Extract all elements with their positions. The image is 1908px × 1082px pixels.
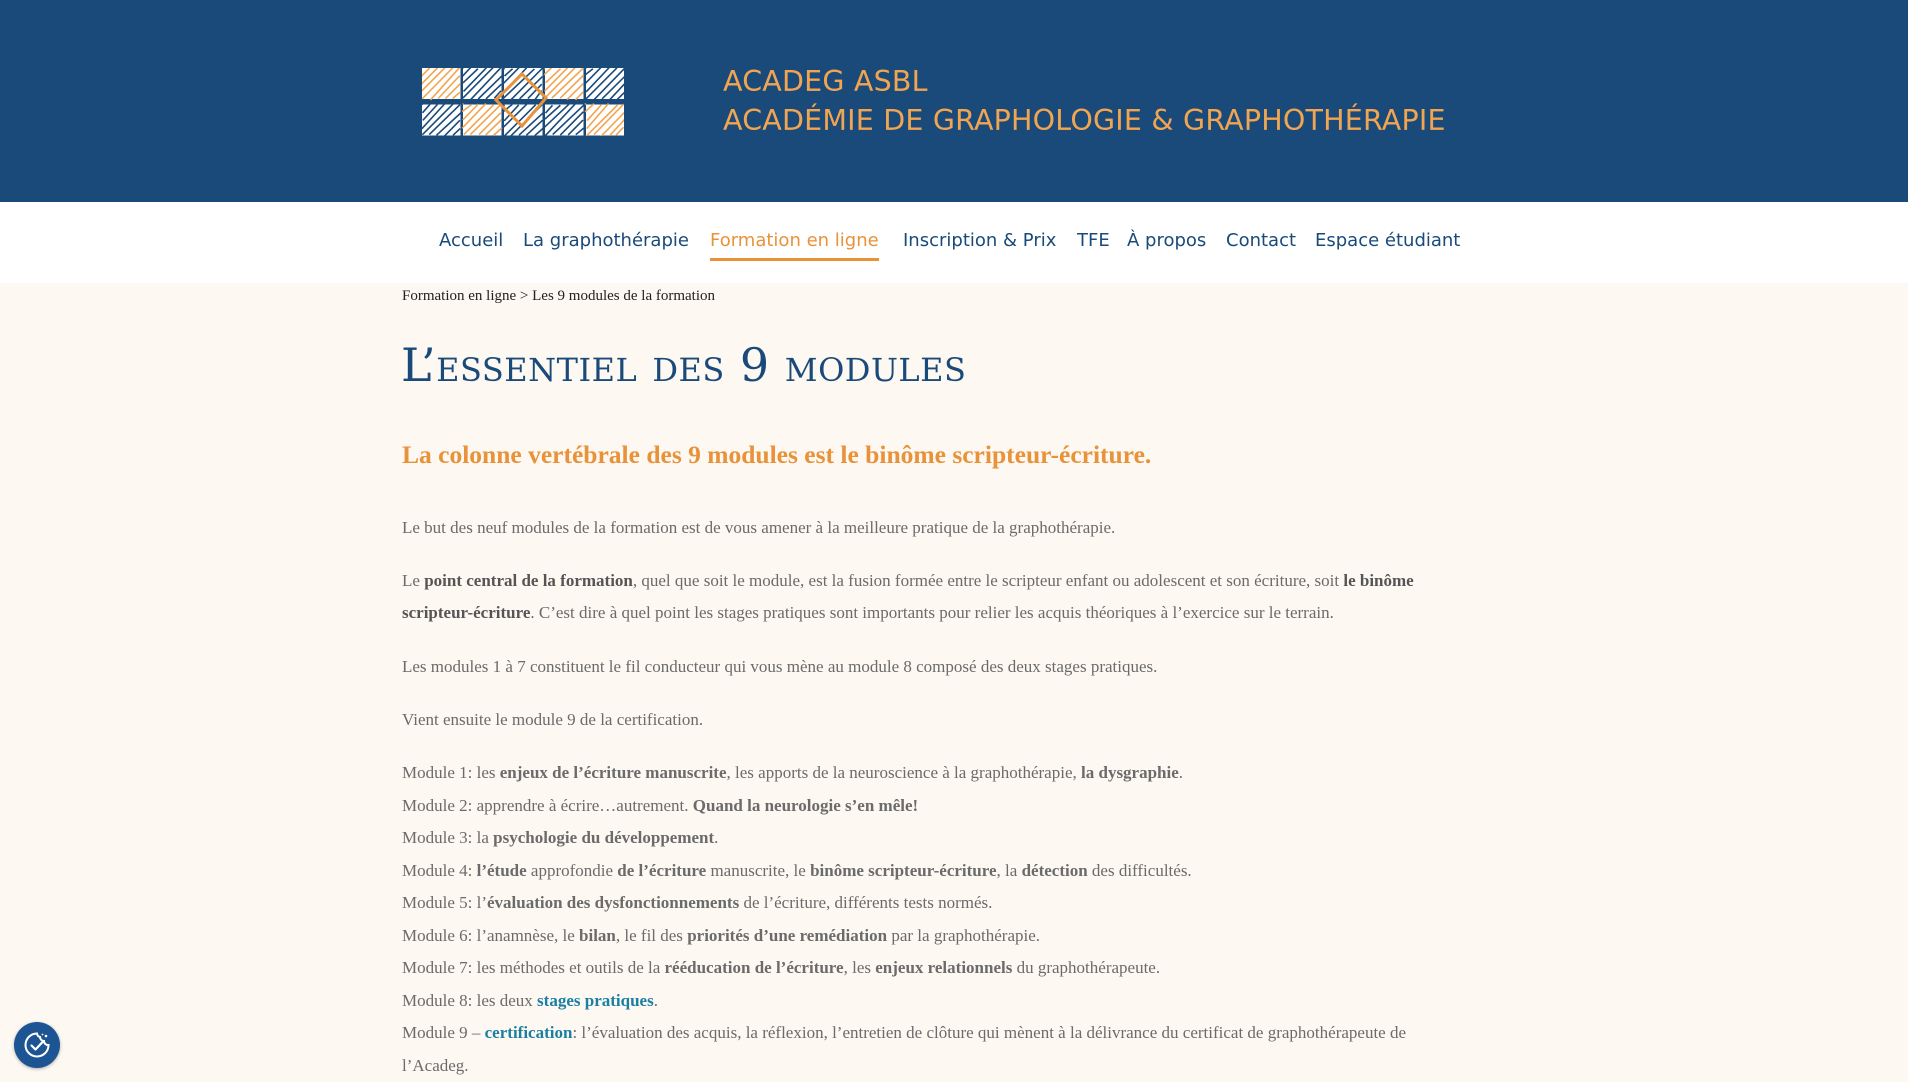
text-span: par la graphothérapie.	[887, 926, 1040, 945]
intro-paragraph: Le but des neuf modules de la formation est de vous amener à la meilleure pratique de la graphothérapie.	[402, 512, 1482, 545]
bold-span: le binôme	[1343, 571, 1413, 590]
text-span: .	[654, 991, 658, 1010]
module-5-line	[402, 887, 992, 920]
text-span: Module 4:	[402, 861, 477, 880]
breadcrumb-current: Les 9 modules de la formation	[532, 288, 715, 304]
nav-item-inscription-prix[interactable]: Inscription & Prix	[903, 230, 1056, 251]
text-span: , les apports de la neuroscience à la graphothérapie,	[727, 763, 1082, 782]
module-7-line	[402, 952, 1160, 985]
text-span: Module 1: les	[402, 763, 500, 782]
text-span: , les	[844, 958, 876, 977]
nav-item-a-propos[interactable]: À propos	[1127, 230, 1206, 251]
module-6-line	[402, 920, 1040, 953]
text-span: : l’évaluation des acquis, la réflexion, l’entretien de clôture qui mènent à la délivrance du certificat de graphothérapeute de	[572, 1023, 1406, 1042]
bold-span: détection	[1022, 861, 1088, 880]
text-span: Module 9 –	[402, 1023, 485, 1042]
text-span: , la	[997, 861, 1022, 880]
text-span: Module 3: la	[402, 828, 493, 847]
bold-span: la dysgraphie	[1081, 763, 1179, 782]
breadcrumb-separator: >	[520, 288, 528, 304]
nav-item-graphotherapie[interactable]: La graphothérapie	[523, 230, 689, 251]
bold-span: évaluation des dysfonctionnements	[487, 893, 739, 912]
text-span: Module 7: les méthodes et outils de la	[402, 958, 665, 977]
page-subtitle: La colonne vertébrale des 9 modules est le binôme scripteur-écriture.	[402, 440, 1151, 470]
bold-span: de l’écriture	[617, 861, 706, 880]
text-span: , le fil des	[616, 926, 687, 945]
module-4-line	[402, 855, 1192, 888]
bold-span: priorités d’une remédiation	[687, 926, 887, 945]
text-span: Module 5: l’	[402, 893, 487, 912]
bold-span: rééducation de l’écriture	[665, 958, 844, 977]
text-span: des difficultés.	[1088, 861, 1192, 880]
text-span: .	[714, 828, 718, 847]
page-title: L’essentiel des 9 modules	[401, 338, 966, 392]
text-span: l’Acadeg.	[402, 1056, 469, 1075]
modules-thread-paragraph: Les modules 1 à 7 constituent le fil conducteur qui vous mène au module 8 composé des deux stages pratiques.	[402, 651, 1482, 684]
text-span: .	[1179, 763, 1183, 782]
stages-pratiques-link[interactable]: stages pratiques	[537, 991, 654, 1010]
acadeg-logo[interactable]	[422, 68, 624, 136]
bold-span: scripteur-écriture	[402, 603, 530, 622]
bold-span: Quand la neurologie s’en mêle!	[693, 796, 918, 815]
module-8-line	[402, 985, 658, 1018]
bold-span: point central de la formation	[424, 571, 633, 590]
nav-item-tfe[interactable]: TFE	[1077, 230, 1110, 251]
nav-item-accueil[interactable]: Accueil	[439, 230, 503, 251]
cookie-consent-icon	[23, 1031, 51, 1059]
breadcrumb	[402, 288, 715, 305]
site-title-line2: ACADÉMIE DE GRAPHOLOGIE & GRAPHOTHÉRAPIE	[723, 101, 1446, 140]
certification-paragraph: Vient ensuite le module 9 de la certification.	[402, 704, 1482, 737]
site-title-line1: ACADEG ASBL	[723, 62, 1446, 101]
text-span: manuscrite, le	[706, 861, 810, 880]
text-span: approfondie	[527, 861, 618, 880]
site-title[interactable]	[723, 62, 1446, 140]
module-1-line	[402, 757, 1183, 790]
nav-item-espace-etudiant[interactable]: Espace étudiant	[1315, 230, 1460, 251]
module-9-line-continued	[402, 1050, 469, 1082]
certification-link[interactable]: certification	[485, 1023, 573, 1042]
main-navigation	[0, 202, 1908, 283]
breadcrumb-parent-link[interactable]: Formation en ligne	[402, 288, 516, 304]
text-span: , quel que soit le module, est la fusion formée entre le scripteur enfant ou adolescent et son écriture, soit	[633, 571, 1343, 590]
logo-stroke	[585, 104, 586, 105]
text-span: Le	[402, 571, 424, 590]
bold-span: enjeux relationnels	[875, 958, 1012, 977]
bold-span: binôme scripteur-écriture	[810, 861, 996, 880]
bold-span: bilan	[579, 926, 616, 945]
text-span: de l’écriture, différents tests normés.	[739, 893, 992, 912]
site-header	[0, 0, 1908, 202]
text-span: Module 8: les deux	[402, 991, 537, 1010]
text-span: Module 6: l’anamnèse, le	[402, 926, 579, 945]
text-span: du graphothérapeute.	[1012, 958, 1160, 977]
bold-span: enjeux de l’écriture manuscrite	[500, 763, 727, 782]
text-span: . C’est dire à quel point les stages pratiques sont importants pour relier les acquis théoriques à l’exercice sur le terrain.	[530, 603, 1333, 622]
module-2-line	[402, 790, 918, 823]
logo-stroke	[422, 104, 423, 105]
module-3-line	[402, 822, 718, 855]
nav-item-contact[interactable]: Contact	[1226, 230, 1296, 251]
nav-item-formation-en-ligne[interactable]: Formation en ligne	[710, 230, 879, 251]
logo-stroke	[462, 68, 463, 69]
module-9-line	[402, 1017, 1406, 1050]
bold-span: l’étude	[477, 861, 527, 880]
text-span: Module 2: apprendre à écrire…autrement.	[402, 796, 693, 815]
cookie-consent-button[interactable]	[14, 1022, 60, 1068]
bold-span: psychologie du développement	[493, 828, 714, 847]
